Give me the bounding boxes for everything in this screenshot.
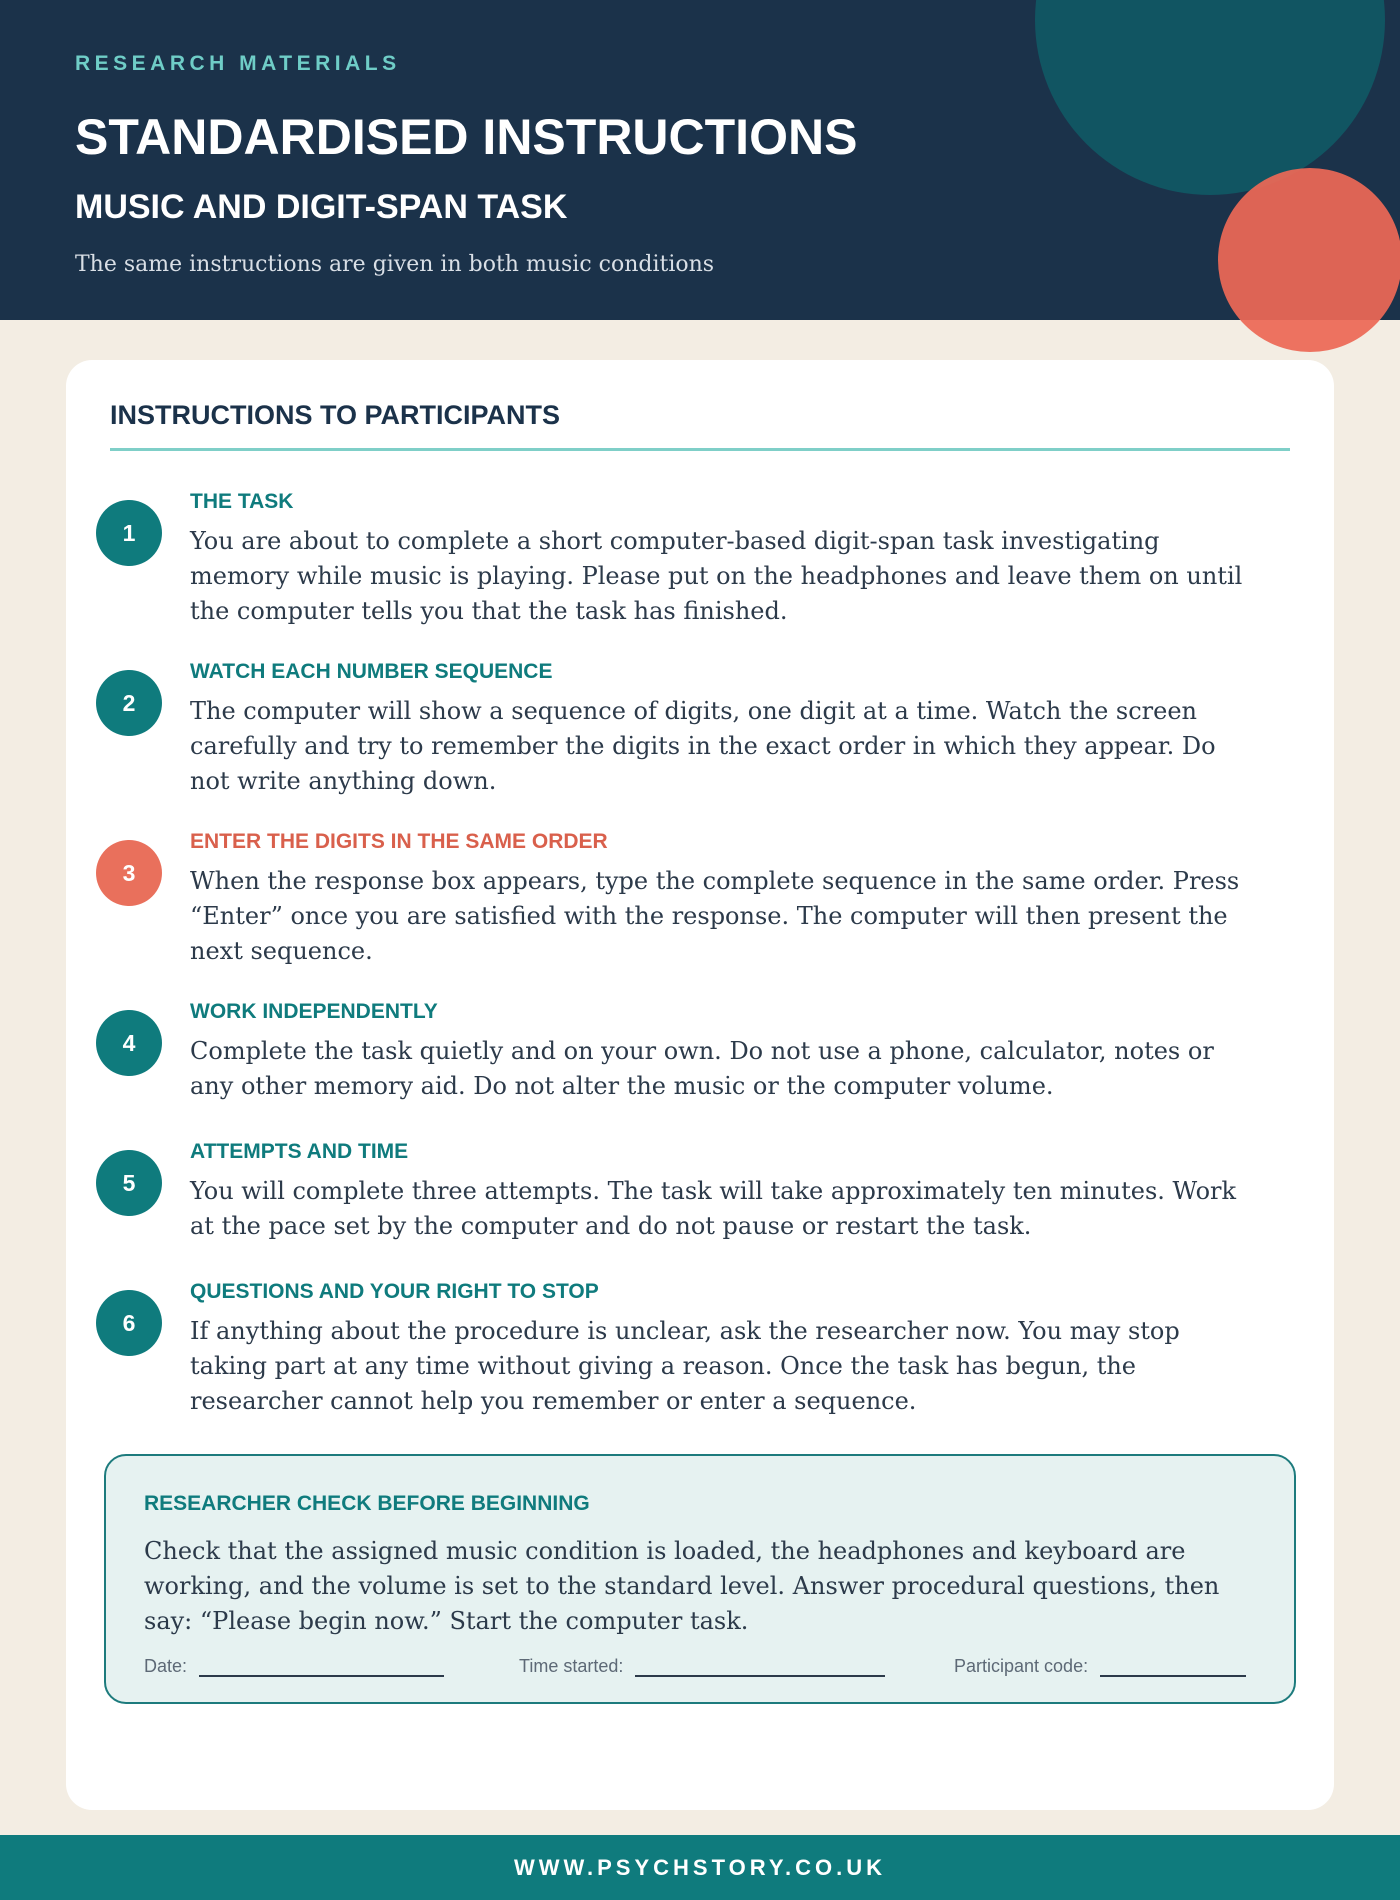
step-body: The computer will show a sequence of digits, one digit at a time. Watch the screen carefully and try to remember the digits in the exact order in which they appear. Do not write anything down. bbox=[190, 697, 1216, 795]
step-body: Complete the task quietly and on your own. Do not use a phone, calculator, notes or any other memory aid. Do not alter the music or the computer volume. bbox=[190, 1037, 1214, 1100]
step-title: WATCH EACH NUMBER SEQUENCE bbox=[190, 660, 553, 683]
step-body: If anything about the procedure is unclear, ask the researcher now. You may stop taking part at any time without giving a reason. Once the task has begun, the researcher cannot help you remember or enter a sequence. bbox=[190, 1317, 1180, 1415]
header-banner bbox=[0, 0, 1400, 320]
step-title: THE TASK bbox=[190, 490, 294, 513]
check-title: RESEARCHER CHECK BEFORE BEGINNING bbox=[144, 1492, 590, 1515]
page-tagline: The same instructions are given in both music conditions bbox=[75, 252, 715, 277]
instructions-card bbox=[66, 360, 1334, 1810]
time-started-line[interactable] bbox=[635, 1657, 885, 1677]
step-number-badge: 4 bbox=[96, 1010, 162, 1076]
check-body: Check that the assigned music condition is loaded, the headphones and keyboard are working, and the volume is set to the standard level. Answer procedural questions, then say: “Please begin now.” Start the computer task. bbox=[144, 1537, 1220, 1635]
participant-code-label: Participant code: bbox=[954, 1656, 1089, 1676]
page-title: STANDARDISED INSTRUCTIONS bbox=[75, 109, 858, 165]
step-number-badge: 1 bbox=[96, 500, 162, 566]
step-title: ATTEMPTS AND TIME bbox=[190, 1140, 409, 1163]
step-title: QUESTIONS AND YOUR RIGHT TO STOP bbox=[190, 1280, 599, 1303]
participant-code-line[interactable] bbox=[1100, 1657, 1246, 1677]
decorative-teal-circle bbox=[1035, 0, 1385, 195]
date-line[interactable] bbox=[199, 1657, 444, 1677]
date-field[interactable] bbox=[144, 1656, 444, 1677]
participant-code-field[interactable] bbox=[954, 1656, 1246, 1677]
time-started-field[interactable] bbox=[519, 1656, 885, 1677]
footer-bar bbox=[0, 1835, 1400, 1900]
card-heading: INSTRUCTIONS TO PARTICIPANTS bbox=[110, 400, 561, 430]
page-subtitle: MUSIC AND DIGIT-SPAN TASK bbox=[75, 188, 568, 226]
researcher-check-box bbox=[104, 1454, 1296, 1704]
step-body: You will complete three attempts. The task will take approximately ten minutes. Work at the pace set by the computer and do not pause or restart the task. bbox=[190, 1177, 1237, 1240]
step-number-badge: 2 bbox=[96, 670, 162, 736]
heading-divider bbox=[110, 448, 1290, 451]
eyebrow-label: RESEARCH MATERIALS bbox=[75, 52, 401, 75]
step-title: ENTER THE DIGITS IN THE SAME ORDER bbox=[190, 830, 608, 853]
step-body: You are about to complete a short computer-based digit-span task investigating memory while music is playing. Please put on the headphones and leave them on until the computer tells you that the task has finished. bbox=[190, 527, 1243, 625]
step-number-badge: 3 bbox=[96, 840, 162, 906]
time-started-label: Time started: bbox=[519, 1656, 624, 1676]
step-number-badge: 6 bbox=[96, 1290, 162, 1356]
date-label: Date: bbox=[144, 1656, 188, 1676]
step-number-badge: 5 bbox=[96, 1150, 162, 1216]
footer-url[interactable]: WWW.PSYCHSTORY.CO.UK bbox=[513, 1854, 887, 1880]
step-body: When the response box appears, type the complete sequence in the same order. Press “Enter” once you are satisfied with the response. The computer will then present the next sequence. bbox=[190, 867, 1240, 965]
step-title: WORK INDEPENDENTLY bbox=[190, 1000, 438, 1023]
decorative-coral-circle bbox=[1218, 168, 1400, 352]
